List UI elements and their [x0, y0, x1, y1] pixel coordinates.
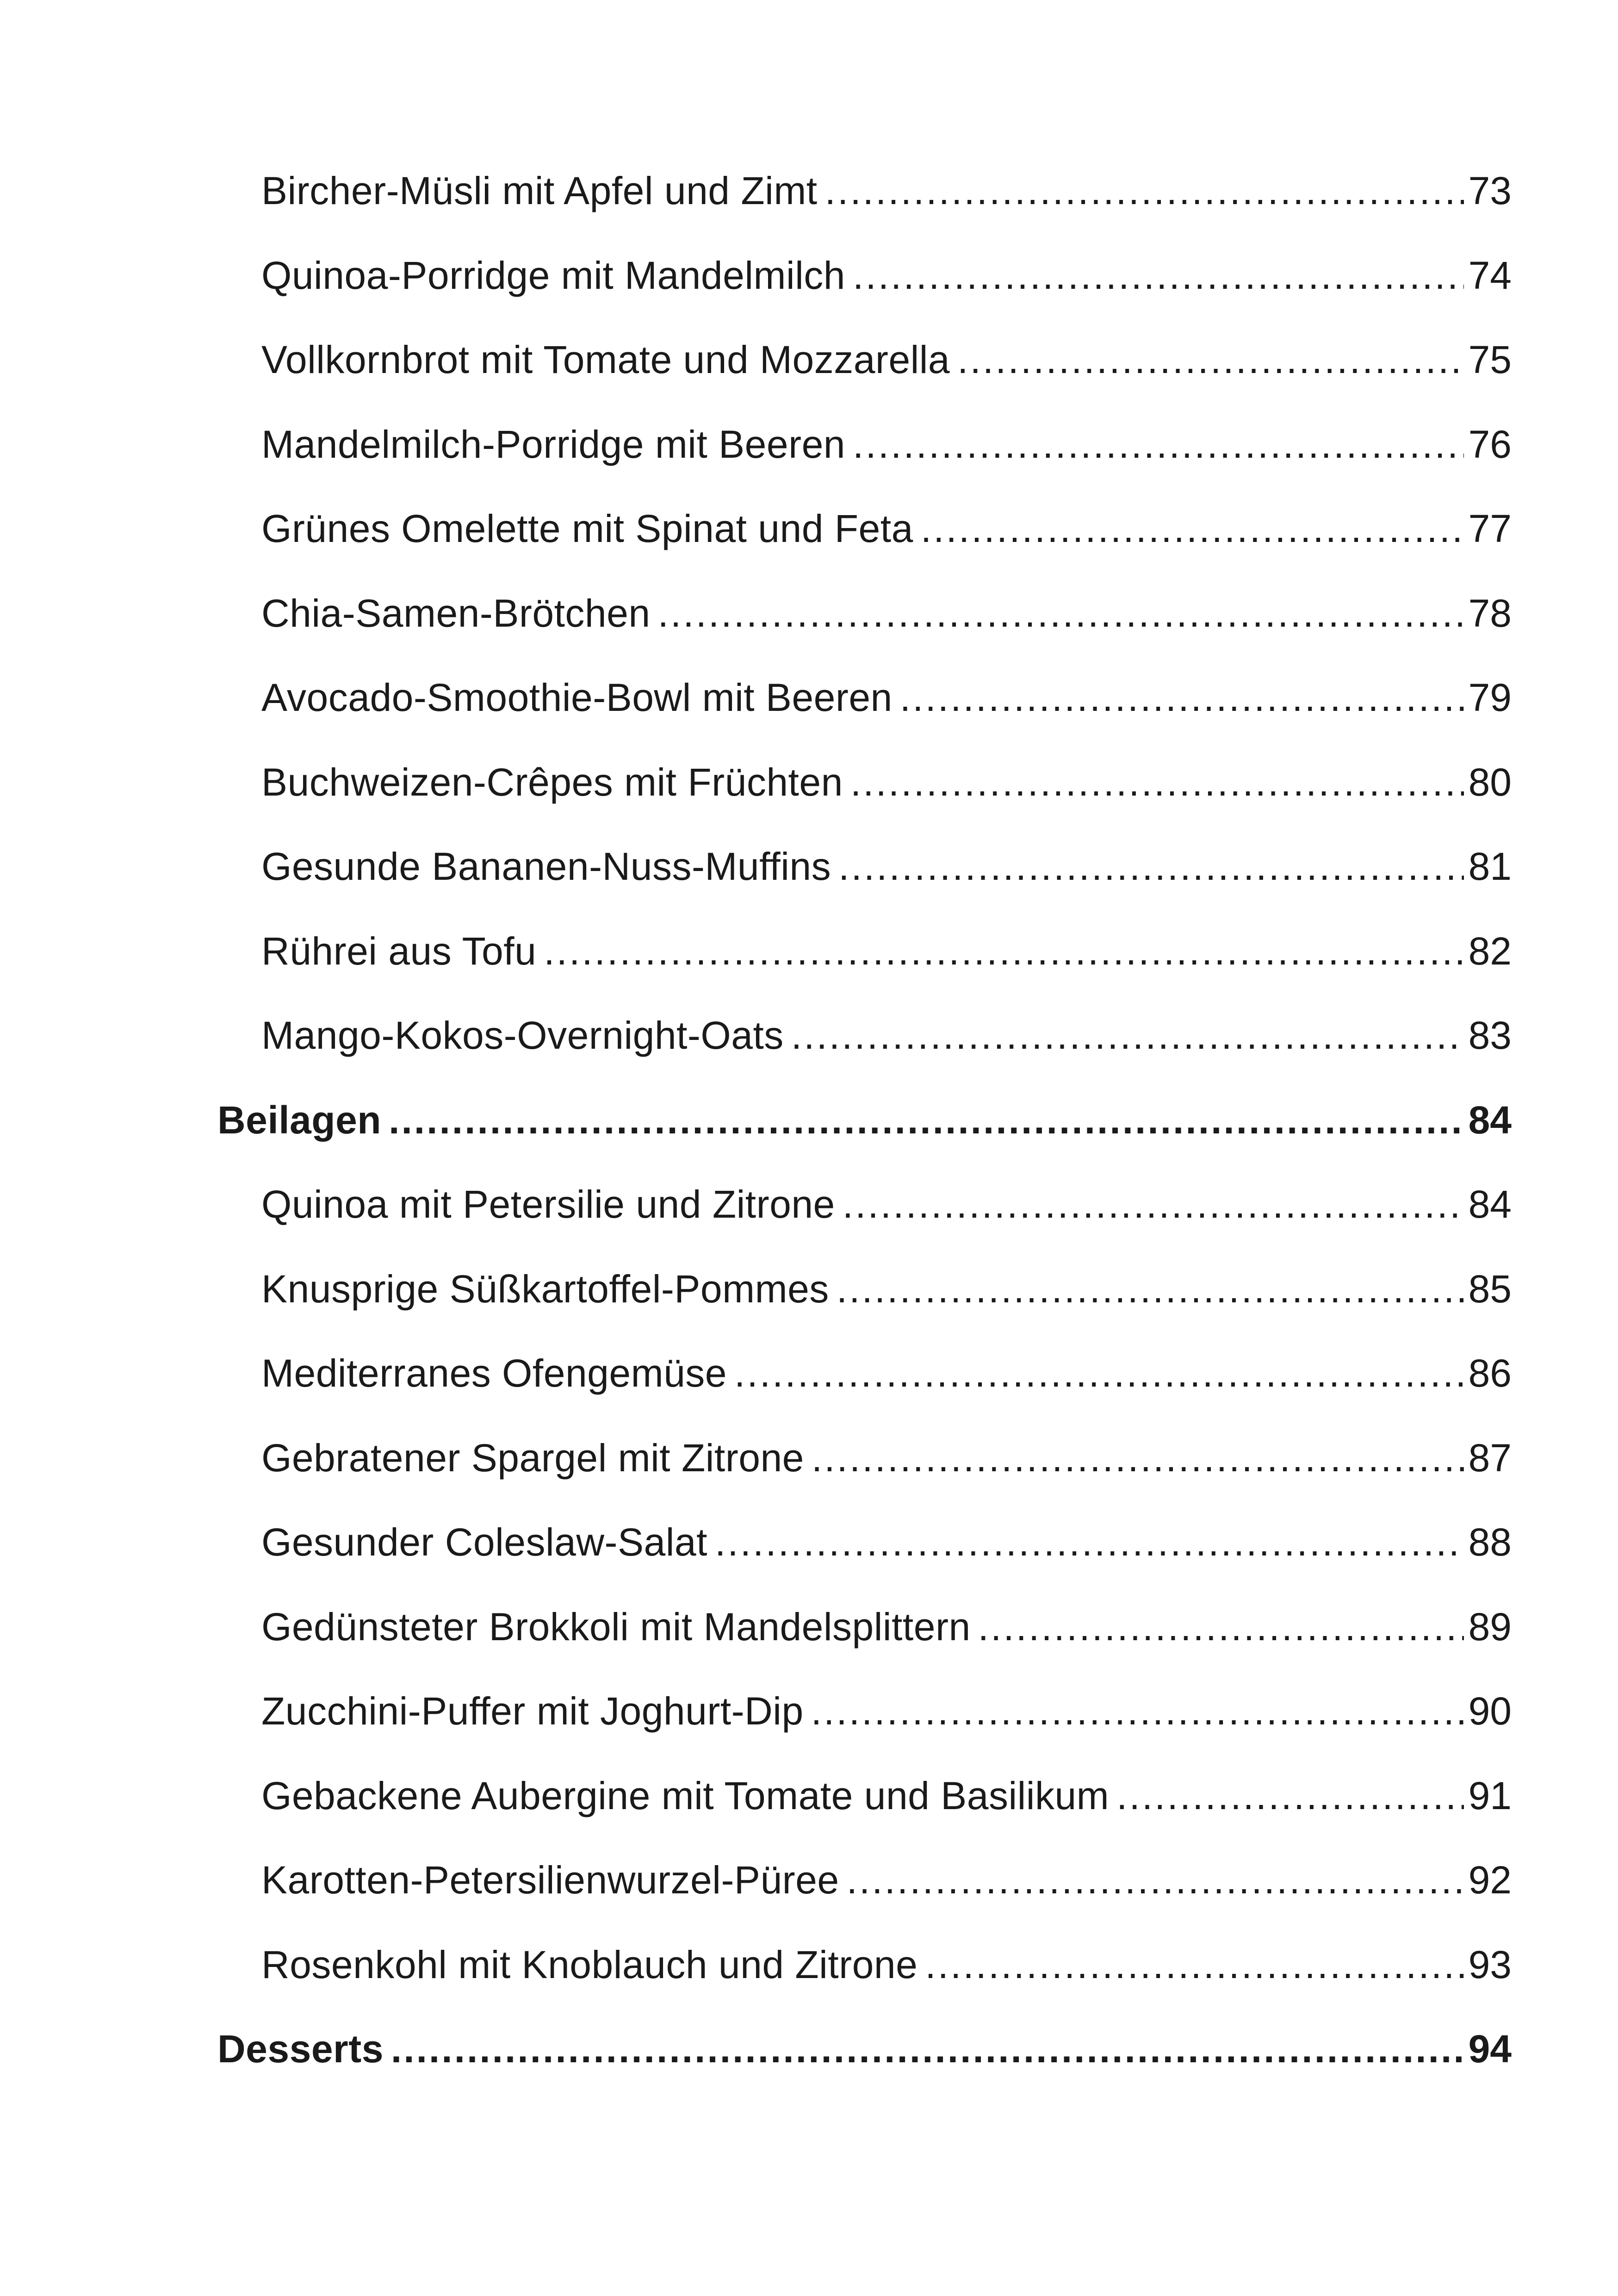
toc-entry-title: Zucchini-Puffer mit Joghurt-Dip	[261, 1689, 804, 1733]
toc-entry[interactable]	[261, 1852, 1512, 1908]
toc-entry[interactable]	[261, 670, 1512, 725]
toc-dot-leader	[825, 163, 1464, 218]
toc-entry[interactable]	[261, 163, 1512, 218]
toc-entry[interactable]	[261, 1261, 1512, 1317]
toc-entry-page: 74	[1468, 254, 1512, 297]
toc-entry[interactable]	[261, 1768, 1512, 1823]
toc-dot-leader	[391, 2021, 1464, 2077]
toc-entry-page: 87	[1468, 1436, 1512, 1480]
toc-entry-page: 81	[1468, 845, 1512, 888]
toc-entry-page: 93	[1468, 1943, 1512, 1986]
toc-entry-title: Buchweizen-Crêpes mit Früchten	[261, 760, 843, 804]
toc-entry-page: 75	[1468, 338, 1512, 381]
toc-entry[interactable]	[261, 1008, 1512, 1063]
toc-entry[interactable]	[261, 1683, 1512, 1739]
toc-dot-leader	[921, 501, 1464, 556]
toc-dot-leader	[900, 670, 1464, 725]
toc-entry-page: 91	[1468, 1774, 1512, 1817]
toc-entry-title: Gedünsteter Brokkoli mit Mandelsplittern	[261, 1605, 971, 1649]
toc-entry-page: 73	[1468, 169, 1512, 212]
toc-entry-title: Vollkornbrot mit Tomate und Mozzarella	[261, 338, 950, 381]
toc-dot-leader	[1116, 1768, 1463, 1823]
toc-dot-leader	[389, 1092, 1463, 1148]
toc-entry-page: 86	[1468, 1351, 1512, 1395]
toc-entry-title: Grünes Omelette mit Spinat und Feta	[261, 507, 913, 550]
toc-dot-leader	[812, 1430, 1464, 1486]
toc-entry-page: 80	[1468, 760, 1512, 804]
toc-entry[interactable]	[261, 417, 1512, 472]
toc-section-title: Desserts	[217, 2027, 384, 2071]
toc-entry-page: 76	[1468, 423, 1512, 466]
toc-entry-page: 83	[1468, 1014, 1512, 1057]
toc-entry-title: Chia-Samen-Brötchen	[261, 591, 651, 635]
toc-entry-title: Karotten-Petersilienwurzel-Püree	[261, 1858, 839, 1902]
toc-entry[interactable]	[261, 501, 1512, 556]
toc-section-page: 94	[1468, 2027, 1512, 2071]
toc-dot-leader	[544, 923, 1463, 979]
toc-entry-title: Bircher-Müsli mit Apfel und Zimt	[261, 169, 818, 212]
toc-entry[interactable]	[261, 585, 1512, 641]
toc-entry[interactable]	[261, 754, 1512, 810]
toc-entry-title: Rührei aus Tofu	[261, 929, 537, 973]
toc-dot-leader	[734, 1345, 1464, 1401]
toc-entry[interactable]	[261, 923, 1512, 979]
toc-dot-leader	[843, 1176, 1464, 1232]
toc-entry-title: Mango-Kokos-Overnight-Oats	[261, 1014, 784, 1057]
toc-entry-page: 88	[1468, 1520, 1512, 1564]
toc-dot-leader	[853, 417, 1464, 472]
toc-entry-title: Mediterranes Ofengemüse	[261, 1351, 727, 1395]
toc-entry-title: Quinoa-Porridge mit Mandelmilch	[261, 254, 846, 297]
toc-entry-page: 85	[1468, 1267, 1512, 1311]
toc-entry-page: 78	[1468, 591, 1512, 635]
toc-entry-title: Mandelmilch-Porridge mit Beeren	[261, 423, 846, 466]
toc-entry-title: Rosenkohl mit Knoblauch und Zitrone	[261, 1943, 918, 1986]
toc-entry-page: 84	[1468, 1182, 1512, 1226]
toc-entry-title: Gesunde Bananen-Nuss-Muffins	[261, 845, 831, 888]
toc-dot-leader	[658, 585, 1464, 641]
toc-entry-page: 82	[1468, 929, 1512, 973]
toc-entry-page: 92	[1468, 1858, 1512, 1902]
toc-dot-leader	[978, 1599, 1464, 1655]
toc-entry[interactable]	[261, 1430, 1512, 1486]
toc-entry[interactable]	[261, 248, 1512, 303]
toc-dot-leader	[837, 1261, 1464, 1317]
toc-dot-leader	[847, 1852, 1464, 1908]
toc-section-page: 84	[1468, 1098, 1512, 1142]
toc-entry[interactable]	[261, 332, 1512, 387]
toc-entry-title: Gebackene Aubergine mit Tomate und Basilikum	[261, 1774, 1110, 1817]
toc-dot-leader	[838, 839, 1463, 894]
toc-entry-title: Knusprige Süßkartoffel-Pommes	[261, 1267, 829, 1311]
toc-dot-leader	[957, 332, 1463, 387]
toc-dot-leader	[850, 754, 1464, 810]
toc-entry[interactable]	[261, 1599, 1512, 1655]
toc-entry-page: 89	[1468, 1605, 1512, 1649]
toc-section-beilagen[interactable]	[217, 1092, 1512, 1148]
toc-dot-leader	[791, 1008, 1464, 1063]
toc-dot-leader	[853, 248, 1464, 303]
toc-section-desserts[interactable]	[217, 2021, 1512, 2077]
toc-entry-title: Gebratener Spargel mit Zitrone	[261, 1436, 804, 1480]
toc-entry-title: Quinoa mit Petersilie und Zitrone	[261, 1182, 835, 1226]
toc-dot-leader	[925, 1937, 1463, 1992]
toc-entry[interactable]	[261, 1514, 1512, 1570]
toc-entry[interactable]	[261, 1176, 1512, 1232]
toc-entry[interactable]	[261, 1937, 1512, 1992]
toc-entry-page: 90	[1468, 1689, 1512, 1733]
toc-entry-page: 77	[1468, 507, 1512, 550]
toc-entry-title: Avocado-Smoothie-Bowl mit Beeren	[261, 676, 893, 719]
toc-entry-page: 79	[1468, 676, 1512, 719]
toc-entry[interactable]	[261, 1345, 1512, 1401]
toc-section-title: Beilagen	[217, 1098, 382, 1142]
toc-entry[interactable]	[261, 839, 1512, 894]
toc-dot-leader	[811, 1683, 1464, 1739]
toc-entry-title: Gesunder Coleslaw-Salat	[261, 1520, 707, 1564]
toc-dot-leader	[715, 1514, 1464, 1570]
